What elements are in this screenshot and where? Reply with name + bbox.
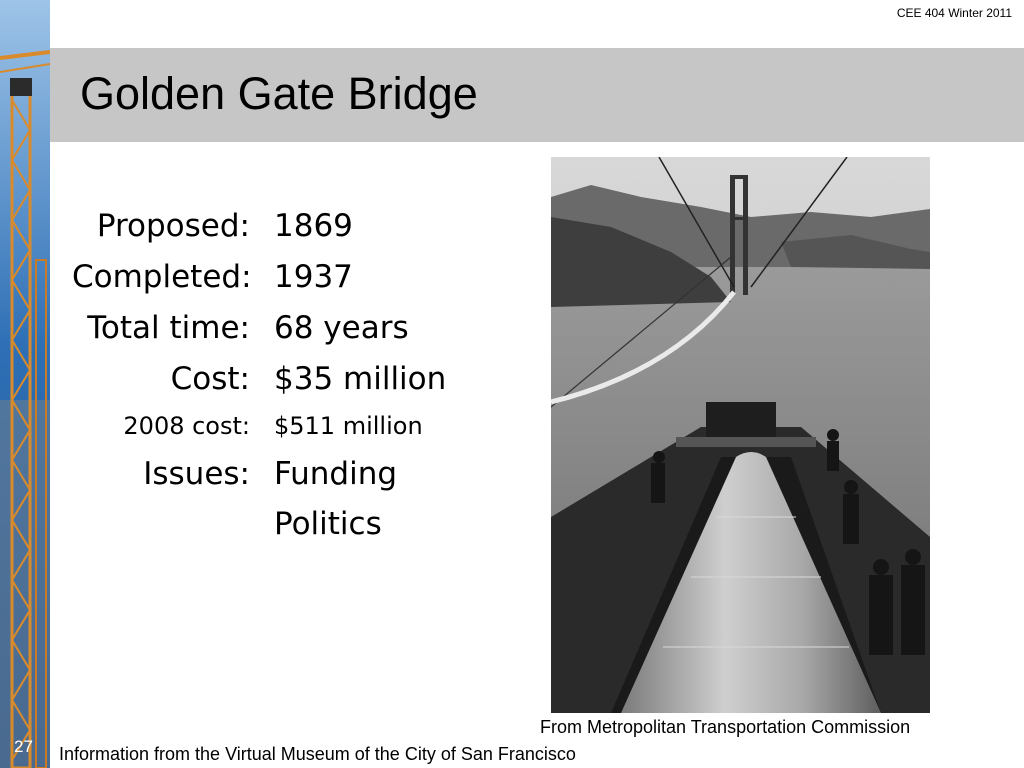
fact-label: Cost: <box>170 360 250 397</box>
fact-value: 1869 <box>274 207 353 244</box>
fact-label: Completed: <box>72 258 252 295</box>
course-label: CEE 404 Winter 2011 <box>896 6 1012 20</box>
facts-table <box>72 200 446 549</box>
footer-source: Information from the Virtual Museum of the City of San Francisco <box>59 744 576 764</box>
slide-number: 27 <box>14 737 33 756</box>
fact-value: Politics <box>274 506 382 542</box>
fact-row-issues <box>72 448 446 499</box>
fact-value: 1937 <box>274 258 353 295</box>
fact-row-completed <box>72 251 446 302</box>
fact-row-2008-cost <box>72 404 446 448</box>
fact-value: $35 million <box>274 360 447 397</box>
photo-credit: From Metropolitan Transportation Commission <box>540 717 911 737</box>
fact-label: 2008 cost: <box>123 412 250 440</box>
bridge-cable-photo <box>551 157 930 713</box>
fact-value: $511 million <box>274 412 423 440</box>
slide-title: Golden Gate Bridge <box>80 68 478 119</box>
crane-decoration-image <box>0 0 50 768</box>
fact-label: Proposed: <box>96 207 250 244</box>
fact-row-total-time <box>72 302 446 353</box>
fact-row-cost <box>72 353 446 404</box>
fact-value: Funding <box>274 455 398 492</box>
fact-row-issues-continued <box>72 499 446 549</box>
fact-value: 68 years <box>274 309 409 346</box>
fact-label: Issues: <box>143 455 250 492</box>
title-band <box>50 48 1024 142</box>
fact-label: Total time: <box>87 309 250 346</box>
fact-row-proposed <box>72 200 446 251</box>
